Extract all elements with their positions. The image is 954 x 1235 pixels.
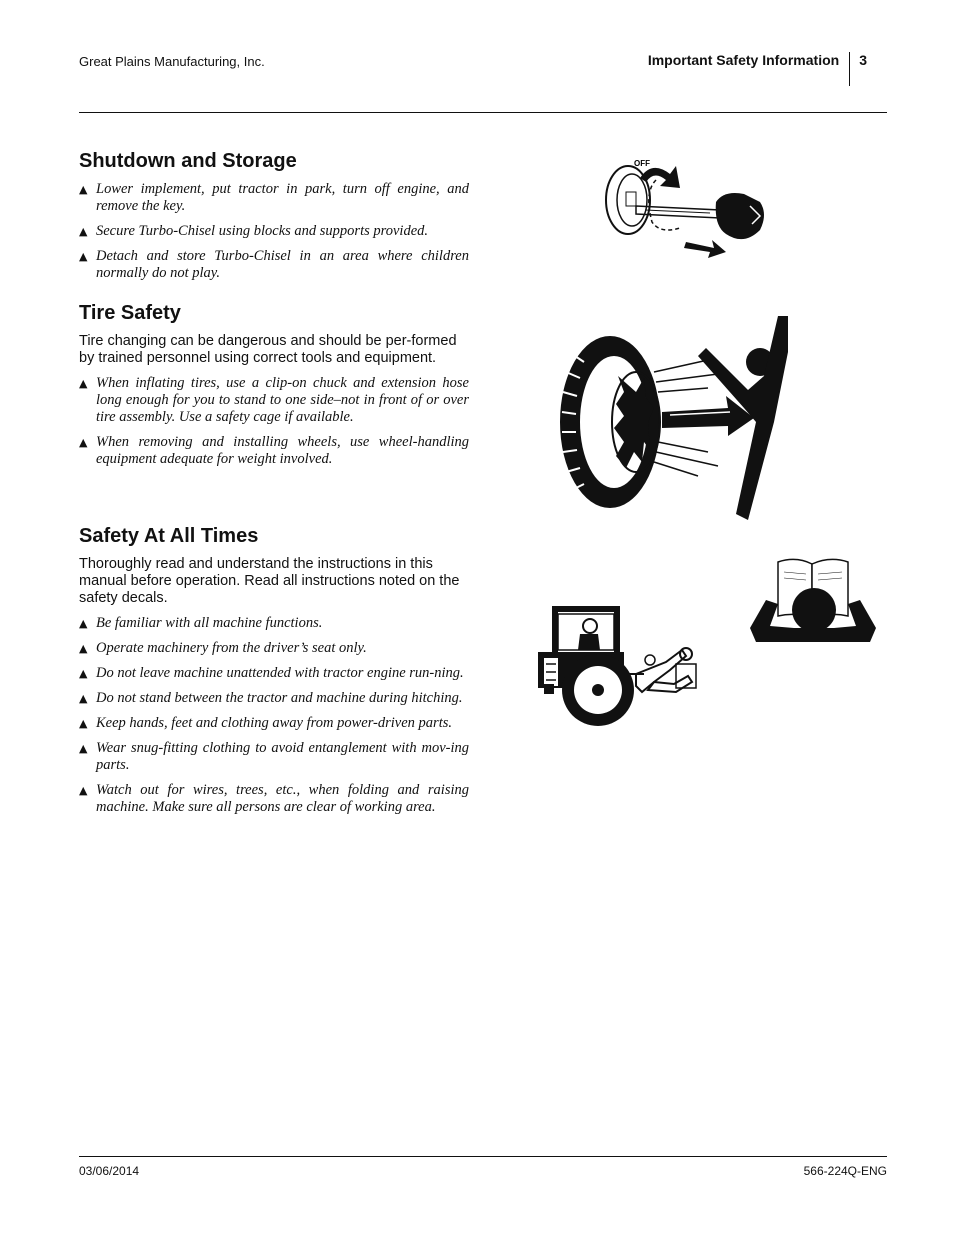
warning-triangle-icon: ▲ [79,784,88,797]
warning-triangle-icon: ▲ [79,717,88,730]
reading-manual-icon [748,556,878,648]
tire-explosion-icon [558,312,798,524]
warning-triangle-icon: ▲ [79,742,88,755]
running-header [648,52,867,86]
list-item: ▲ Do not stand between the tractor and machine during hitching. [79,690,463,706]
list-item: ▲ Operate machinery from the driver’s seat only. [79,640,367,656]
ignition-key-icon [600,152,780,262]
warning-triangle-icon: ▲ [79,436,88,449]
warning-triangle-icon: ▲ [79,225,88,238]
warning-triangle-icon: ▲ [79,250,88,263]
company-name: Great Plains Manufacturing, Inc. [79,54,265,69]
list-item: ▲ When removing and installing wheels, use wheel-handling equipment adequate for weight involved. [79,434,469,467]
list-item: ▲ Lower implement, put tractor in park, turn off engine, and remove the key. [79,181,469,214]
header-separator [849,52,850,86]
bullet-list [79,375,469,468]
section-intro: Tire changing can be dangerous and should be per-formed by trained personnel using correct tools and equipment. [79,333,457,366]
warning-triangle-icon: ▲ [79,642,88,655]
footer-doc-id: 566-224Q-ENG [803,1164,887,1178]
key-off-label: OFF [634,159,650,168]
warning-triangle-icon: ▲ [79,667,88,680]
section-heading: Safety At All Times [79,525,259,547]
footer-date: 03/06/2014 [79,1164,140,1178]
list-item: ▲ Do not leave machine unattended with tractor engine run-ning. [79,665,464,681]
list-item: ▲ Keep hands, feet and clothing away from power-driven parts. [79,715,452,731]
list-item: ▲ Detach and store Turbo-Chisel in an area where children normally do not play. [79,248,469,281]
footer-rule [79,1156,887,1157]
header-rule [79,112,887,113]
section-tire-safety [79,301,469,476]
section-intro: Thoroughly read and understand the instructions in this manual before operation. Read all instructions noted on the safety decals. [79,556,460,606]
list-item: ▲ Wear snug-fitting clothing to avoid entanglement with mov-ing parts. [79,740,469,773]
bullet-list [79,181,469,282]
list-item: ▲ Be familiar with all machine functions. [79,615,323,631]
section-heading: Tire Safety [79,302,181,324]
section-shutdown [79,149,469,290]
section-title: Important Safety Information [647,52,840,68]
list-item: ▲ Secure Turbo-Chisel using blocks and supports provided. [79,223,429,239]
list-item: ▲ When inflating tires, use a clip-on chuck and extension hose long enough for you to stand to one side–not in front of or over tire assembly. Use a safety cage if available. [79,375,469,425]
warning-triangle-icon: ▲ [79,617,88,630]
warning-triangle-icon: ▲ [79,183,88,196]
bullet-list [79,615,469,816]
tractor-hitching-icon [536,604,700,728]
section-heading: Shutdown and Storage [79,150,297,172]
warning-triangle-icon: ▲ [79,692,88,705]
list-item: ▲ Watch out for wires, trees, etc., when folding and raising machine. Make sure all persons are clear of working area. [79,782,469,815]
warning-triangle-icon: ▲ [79,377,88,390]
page-number: 3 [859,52,867,68]
section-safety-at-all-times [79,524,469,824]
